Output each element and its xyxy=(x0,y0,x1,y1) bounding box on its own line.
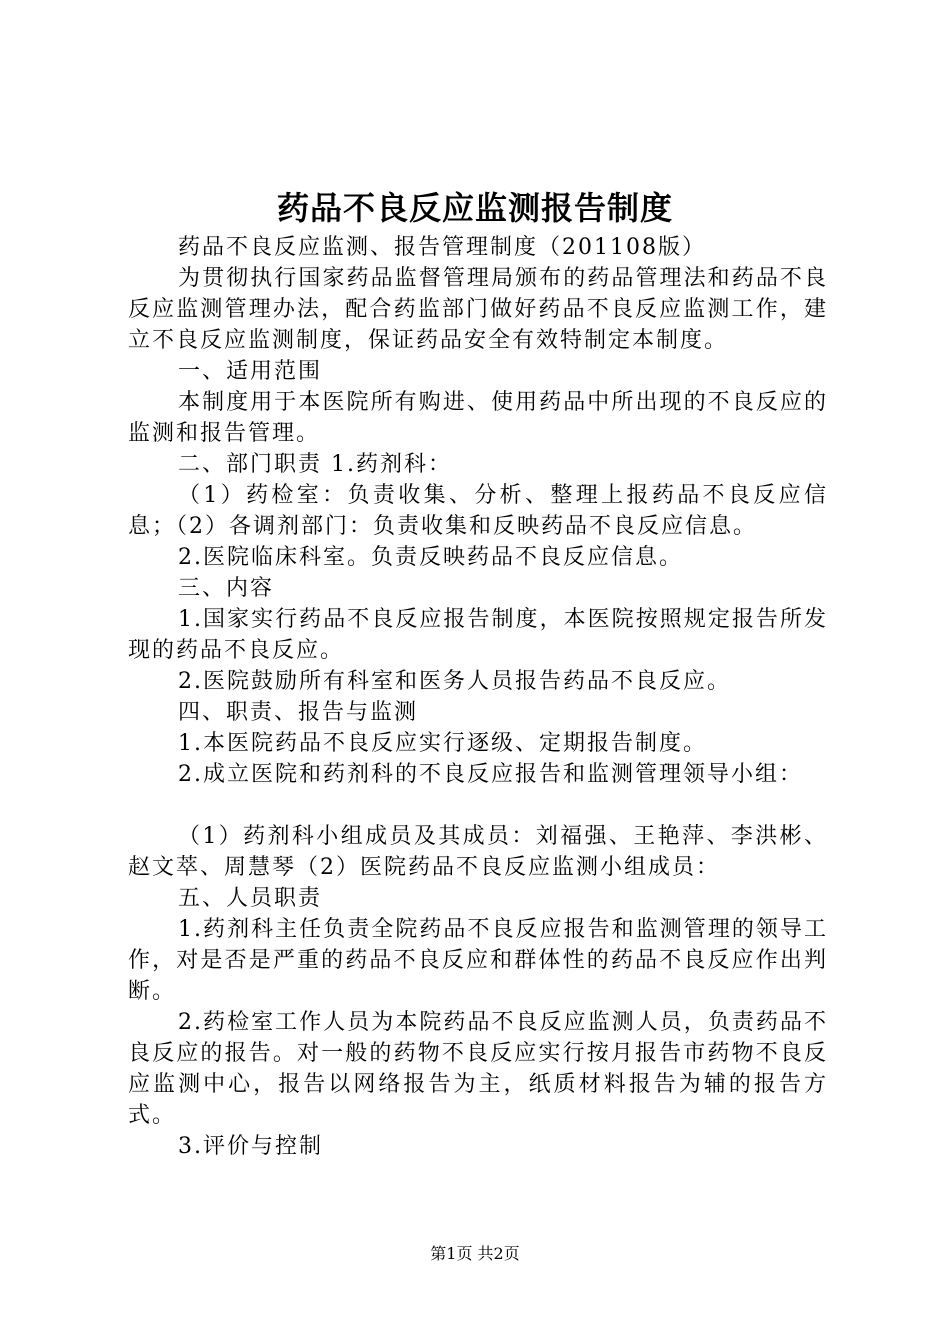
group-members-paragraph: （1）药剂科小组成员及其成员：刘福强、王艳萍、李洪彬、赵文萃、周慧琴（2）医院药品不良反应监测小组成员： xyxy=(128,824,828,880)
page-footer: 第1页 共2页 xyxy=(430,1244,520,1263)
section-heading-scope: 一、适用范围 xyxy=(178,359,323,384)
duties-paragraph-1: （1）药检室：负责收集、分析、整理上报药品不良反应信息；（2）各调剂部门：负责收集和反映药品不良反应信息。 xyxy=(128,483,828,539)
intro-paragraph: 为贯彻执行国家药品监督管理局颁布的药品管理法和药品不良反应监测管理办法，配合药监部门做好药品不良反应监测工作，建立不良反应监测制度，保证药品安全有效特制定本制度。 xyxy=(128,266,828,353)
content-paragraph-1: 1.国家实行药品不良反应报告制度，本医院按照规定报告所发现的药品不良反应。 xyxy=(128,607,828,663)
section-heading-duties: 二、部门职责 1.药剂科： xyxy=(178,452,452,477)
staff-paragraph-1: 1.药剂科主任负责全院药品不良反应报告和监测管理的领导工作，对是否是严重的药品不良反应和群体性的药品不良反应作出判断。 xyxy=(128,917,828,1004)
reporting-paragraph-2: 2.成立医院和药剂科的不良反应报告和监测管理领导小组： xyxy=(178,762,803,787)
reporting-paragraph-1: 1.本医院药品不良反应实行逐级、定期报告制度。 xyxy=(178,731,707,756)
document-body xyxy=(128,232,828,1162)
section-heading-staff: 五、人员职责 xyxy=(178,886,323,911)
staff-paragraph-3: 3.评价与控制 xyxy=(178,1134,323,1159)
subtitle-paragraph: 药品不良反应监测、报告管理制度（201108版） xyxy=(178,235,706,260)
scope-paragraph: 本制度用于本医院所有购进、使用药品中所出现的不良反应的监测和报告管理。 xyxy=(128,390,828,446)
content-paragraph-2: 2.医院鼓励所有科室和医务人员报告药品不良反应。 xyxy=(178,669,731,694)
section-heading-content: 三、内容 xyxy=(178,576,275,601)
section-heading-reporting: 四、职责、报告与监测 xyxy=(178,700,419,725)
staff-paragraph-2: 2.药检室工作人员为本院药品不良反应监测人员，负责药品不良反应的报告。对一般的药物不良反应实行按月报告市药物不良反应监测中心，报告以网络报告为主，纸质材料报告为辅的报告方式。 xyxy=(128,1010,828,1128)
duties-paragraph-2: 2.医院临床科室。负责反映药品不良反应信息。 xyxy=(178,545,683,570)
document-title: 药品不良反应监测报告制度 xyxy=(276,189,673,227)
